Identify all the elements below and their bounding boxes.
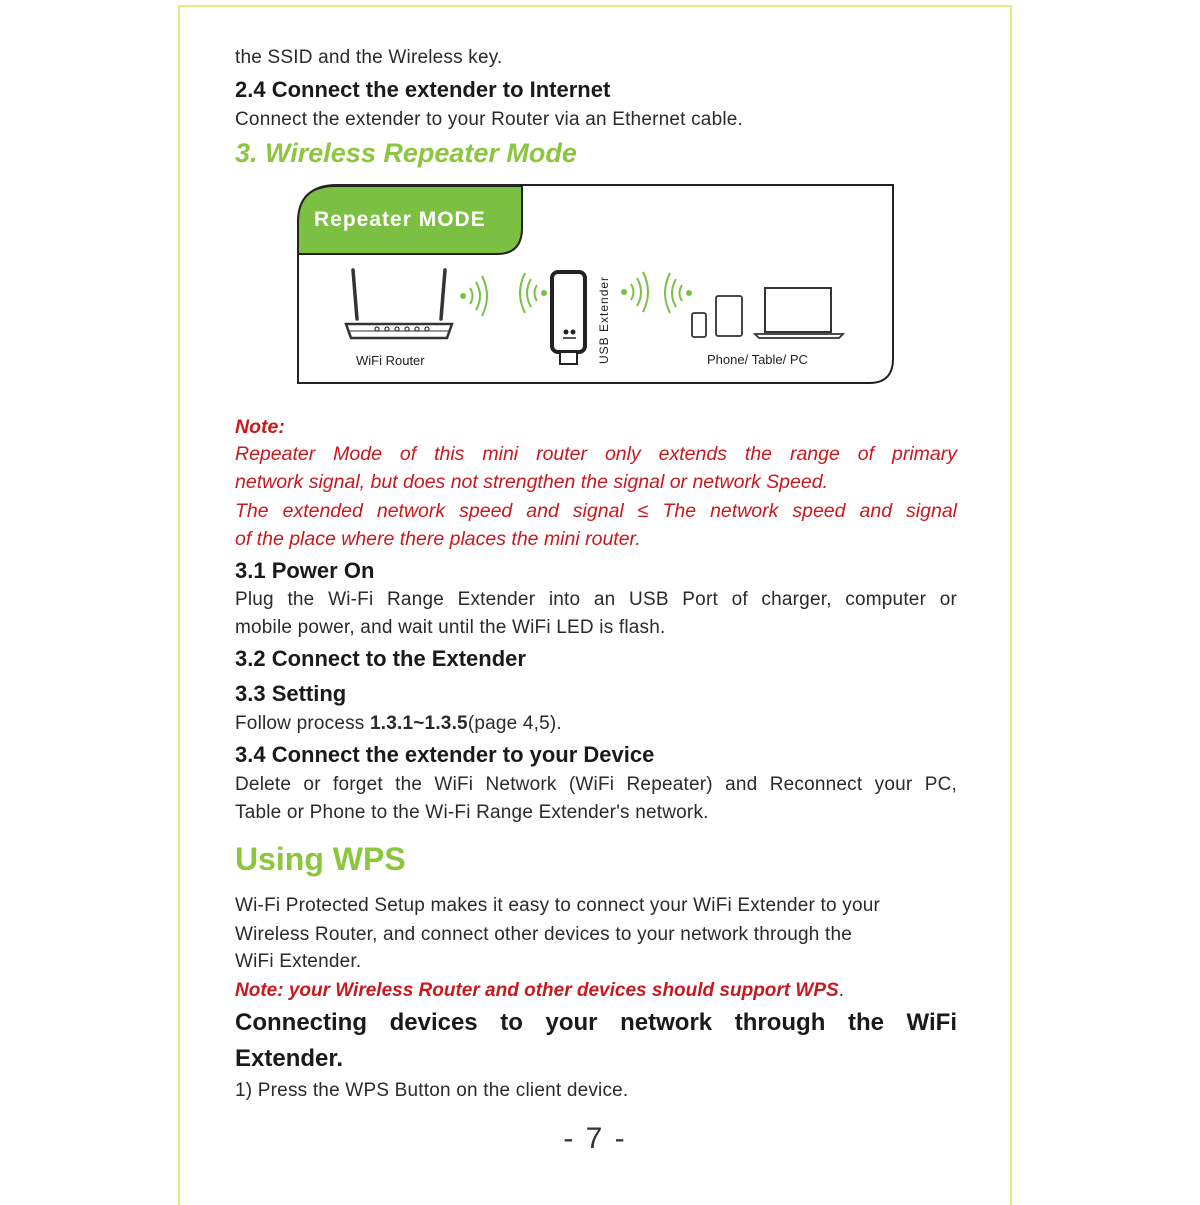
text-line: Wi-Fi Protected Setup makes it easy to connect your WiFi Extender to your — [235, 895, 881, 916]
wps-heading: Using WPS — [235, 841, 406, 877]
mode-tab-label: Repeater MODE — [314, 208, 486, 231]
text-line: Plug the Wi-Fi Range Extender into an USB Port of charger, computer or — [235, 589, 957, 610]
text-line: Wireless Router, and connect other devices to your network through the — [235, 924, 853, 945]
section-heading-3-4: 3.4 Connect the extender to your Device — [235, 742, 655, 767]
step-1: 1) Press the WPS Button on the client device. — [235, 1080, 629, 1101]
wifi-signal-icon — [520, 273, 547, 313]
note-line: Repeater Mode of this mini router only extends the range of primary — [235, 443, 957, 465]
section-heading-2-4: 2.4 Connect the extender to Internet — [235, 77, 611, 102]
text-line: Delete or forget the WiFi Network (WiFi Repeater) and Reconnect your PC, — [235, 774, 957, 795]
text-line — [235, 713, 562, 735]
subheading-line: Extender. — [235, 1045, 344, 1072]
wifi-signal-icon — [665, 273, 692, 313]
note-title: Note: — [235, 416, 285, 438]
extender-label: USB Extender — [597, 275, 611, 364]
text-line: mobile power, and wait until the WiFi LED is flash. — [235, 617, 666, 638]
router-label: WiFi Router — [356, 353, 425, 368]
section-heading-3: 3. Wireless Repeater Mode — [235, 138, 577, 168]
text-span: (page 4,5). — [467, 713, 562, 734]
text-span: Follow process — [235, 713, 370, 734]
phone-icon — [692, 313, 706, 337]
subheading-line: Connecting devices to your network through the WiFi — [235, 1009, 957, 1036]
process-reference: 1.3.1~1.3.5 — [370, 713, 468, 734]
wps-note-period: . — [838, 980, 844, 1001]
router-icon — [346, 270, 452, 338]
text-line: WiFi Extender. — [235, 951, 362, 972]
text-line: Table or Phone to the Wi-Fi Range Extender's network. — [235, 802, 709, 823]
wifi-signal-icon — [460, 276, 487, 316]
text-line: the SSID and the Wireless key. — [235, 47, 503, 68]
section-heading-3-3: 3.3 Setting — [235, 681, 347, 706]
note-line: The extended network speed and signal ≤ The network speed and signal — [235, 500, 957, 522]
wps-note-text: Note: your Wireless Router and other devices should support WPS — [235, 980, 839, 1001]
wps-note — [235, 980, 844, 1002]
note-line: network signal, but does not strengthen the signal or network Speed. — [235, 471, 828, 493]
wifi-signal-icon — [621, 272, 648, 312]
tablet-icon — [716, 296, 742, 336]
devices-label: Phone/ Table/ PC — [707, 352, 808, 367]
text-line: Connect the extender to your Router via an Ethernet cable. — [235, 109, 744, 130]
page-number: - 7 - — [563, 1122, 627, 1155]
repeater-mode-diagram — [297, 184, 895, 385]
section-heading-3-1: 3.1 Power On — [235, 558, 375, 583]
section-heading-3-2: 3.2 Connect to the Extender — [235, 646, 526, 671]
note-line: of the place where there places the mini router. — [235, 528, 641, 550]
usb-extender-icon — [552, 272, 585, 364]
laptop-icon — [755, 288, 843, 338]
